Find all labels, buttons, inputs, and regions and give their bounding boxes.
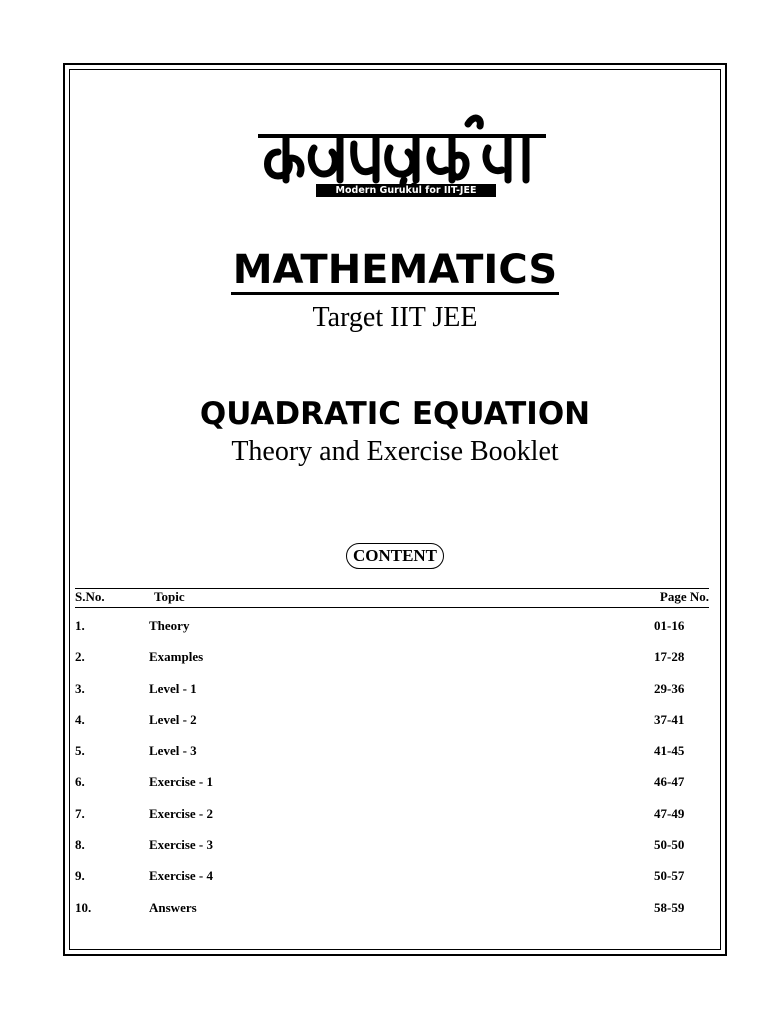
- toc-page: 37-41: [654, 711, 685, 727]
- toc-topic: Exercise - 4: [149, 868, 214, 884]
- toc-row: [70, 649, 720, 680]
- content-heading-wrap: [70, 543, 720, 569]
- toc-topic: Theory: [149, 618, 190, 633]
- toc-header-topic: Topic: [154, 589, 185, 604]
- toc-row: [70, 806, 720, 837]
- subject-title-wrap: [70, 248, 720, 295]
- toc-row: [70, 868, 720, 899]
- toc-header-sn: S.No.: [75, 589, 105, 604]
- toc-page: 29-36: [654, 680, 685, 696]
- subject-title: MATHEMATICS: [232, 247, 558, 293]
- toc-topic: Exercise - 3: [149, 837, 214, 853]
- toc-topic: Examples: [149, 649, 204, 665]
- logo-tagline: Modern Gurukul for IIT-JEE: [335, 185, 477, 196]
- chapter-title: QUADRATIC EQUATION: [199, 396, 591, 432]
- toc-page: 47-49: [654, 805, 685, 821]
- toc-topic: Exercise - 2: [149, 805, 214, 821]
- toc-sn: 1.: [75, 618, 85, 633]
- toc-header-page: Page No.: [659, 589, 709, 604]
- logo-wordmark: [256, 198, 257, 199]
- booklet-subtitle: Theory and Exercise Booklet: [231, 436, 559, 467]
- toc-row: [70, 712, 720, 743]
- toc-sn: 10.: [75, 899, 92, 915]
- toc-sn: 9.: [75, 868, 85, 884]
- toc-sn: 3.: [75, 680, 85, 696]
- toc-page: 41-45: [654, 743, 685, 759]
- toc-topic: Exercise - 1: [149, 774, 214, 790]
- brand-logo: [256, 104, 546, 198]
- toc-row: [70, 743, 720, 774]
- toc-topic: Level - 2: [149, 711, 197, 727]
- toc-row: [70, 618, 720, 649]
- toc-page: 58-59: [654, 899, 685, 915]
- content-heading: CONTENT: [346, 543, 444, 569]
- toc-row: [70, 681, 720, 712]
- page-border-inner: [69, 69, 721, 950]
- toc-page: 01-16: [654, 618, 685, 633]
- toc-topic: Level - 3: [149, 743, 197, 759]
- toc-page: 46-47: [654, 774, 685, 790]
- toc-header-row: [75, 588, 709, 608]
- toc-sn: 6.: [75, 774, 85, 790]
- toc-topic: Answers: [149, 899, 197, 915]
- toc-list: [70, 618, 720, 931]
- toc-sn: 4.: [75, 711, 85, 727]
- toc-sn: 8.: [75, 837, 85, 853]
- toc-sn: 7.: [75, 805, 85, 821]
- toc-row: [70, 774, 720, 805]
- toc-row: [70, 837, 720, 868]
- toc-row: [70, 900, 720, 931]
- toc-sn: 2.: [75, 649, 85, 665]
- page-border-outer: [63, 63, 727, 956]
- toc-page: 17-28: [654, 649, 685, 665]
- target-subtitle: Target IIT JEE: [312, 302, 478, 333]
- toc-sn: 5.: [75, 743, 85, 759]
- toc-page: 50-57: [654, 868, 685, 884]
- toc-page: 50-50: [654, 837, 685, 853]
- toc-topic: Level - 1: [149, 680, 197, 696]
